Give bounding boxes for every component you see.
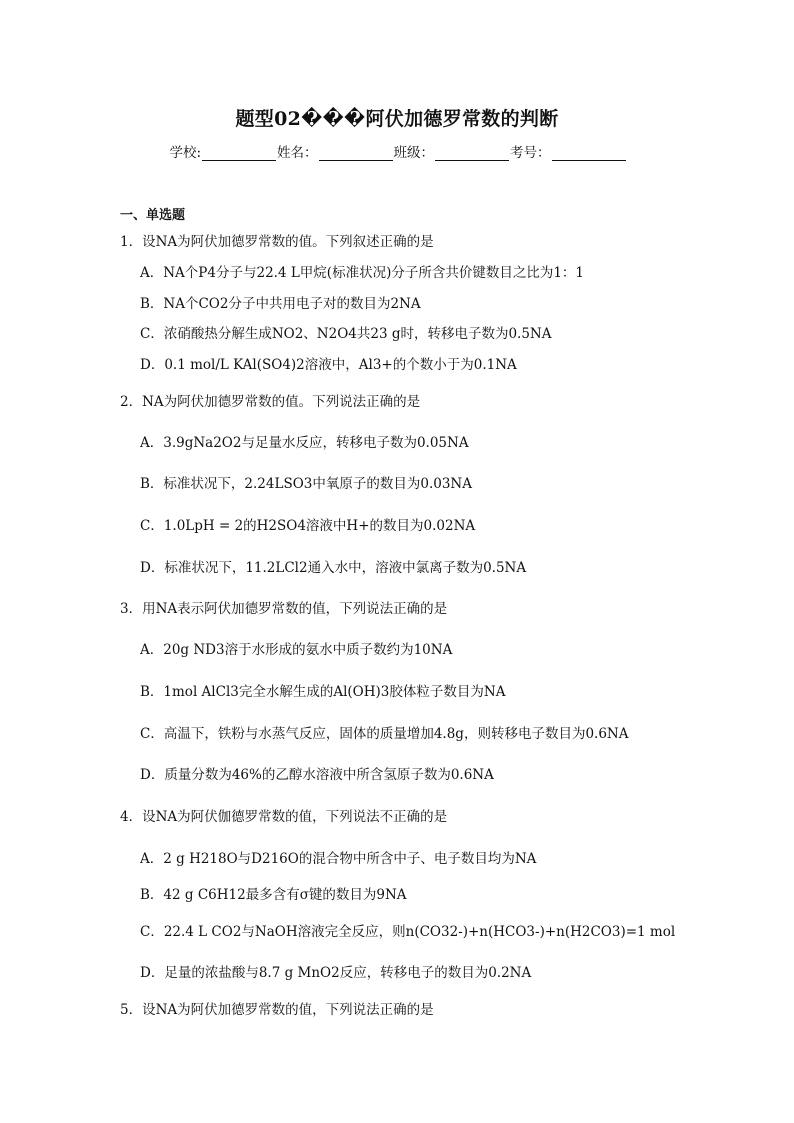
question-1-option-c[interactable]: C．浓硝酸热分解生成NO2、N2O4共23 g时，转移电子数为0.5NA: [140, 326, 552, 342]
question-2-option-a[interactable]: A．3.9gNa2O2与足量水反应，转移电子数为0.05NA: [140, 435, 469, 451]
name-field[interactable]: [319, 146, 393, 161]
class-label: 班级：: [393, 145, 435, 161]
question-2-option-c[interactable]: C．1.0LpH = 2的H2SO4溶液中H+的数目为0.02NA: [140, 518, 476, 534]
question-3-option-b[interactable]: B．1mol AlCl3完全水解生成的Al(OH)3胶体粒子数目为NA: [140, 684, 506, 700]
question-3-stem: 3．用NA表示阿伏加德罗常数的值，下列说法正确的是: [120, 601, 448, 617]
question-1-option-d[interactable]: D．0.1 mol/L KAl(SO4)2溶液中，Al3+的个数小于为0.1NA: [140, 357, 517, 373]
question-4-option-a[interactable]: A．2 g H218O与D216O的混合物中所含中子、电子数目均为NA: [140, 851, 537, 867]
id-field[interactable]: [552, 146, 626, 161]
question-4-option-c[interactable]: C．22.4 L CO2与NaOH溶液完全反应，则n(CO32-)+n(HCO3-)+n(H2CO3)=1 mol: [140, 924, 676, 940]
page-title: 题型02���阿伏加德罗常数的判断: [235, 108, 559, 130]
class-field[interactable]: [435, 146, 509, 161]
question-2-option-b[interactable]: B．标准状况下，2.24LSO3中氧原子的数目为0.03NA: [140, 476, 472, 492]
school-label: 学校:: [169, 145, 202, 161]
question-3-option-a[interactable]: A．20g ND3溶于水形成的氨水中质子数约为10NA: [140, 642, 453, 658]
question-3-option-c[interactable]: C．高温下，铁粉与水蒸气反应，固体的质量增加4.8g，则转移电子数目为0.6NA: [140, 726, 629, 742]
question-4-option-d[interactable]: D．足量的浓盐酸与8.7 g MnO2反应，转移电子的数目为0.2NA: [140, 965, 532, 981]
name-label: 姓名：: [277, 145, 318, 161]
question-4-option-b[interactable]: B．42 g C6H12最多含有σ键的数目为9NA: [140, 887, 407, 903]
question-1-stem: 1．设NA为阿伏加德罗常数的值。下列叙述正确的是: [120, 234, 434, 250]
section-heading: 一、单选题: [120, 208, 186, 223]
student-info-line: [0, 141, 794, 161]
question-1-option-b[interactable]: B．NA个CO2分子中共用电子对的数目为2NA: [140, 296, 421, 312]
question-3-option-d[interactable]: D．质量分数为46%的乙醇水溶液中所含氢原子数为0.6NA: [140, 767, 494, 783]
question-1-option-a[interactable]: A．NA个P4分子与22.4 L甲烷(标准状况)分子所含共价键数目之比为1：1: [140, 265, 585, 281]
question-4-stem: 4．设NA为阿伏伽德罗常数的值，下列说法不正确的是: [120, 809, 448, 825]
school-field[interactable]: [202, 146, 276, 161]
question-2-stem: 2．NA为阿伏加德罗常数的值。下列说法正确的是: [120, 394, 421, 410]
question-2-option-d[interactable]: D．标准状况下，11.2LCl2通入水中，溶液中氯离子数为0.5NA: [140, 560, 527, 576]
id-label: 考号：: [510, 145, 551, 161]
question-5-stem: 5．设NA为阿伏加德罗常数的值，下列说法正确的是: [120, 1002, 434, 1018]
